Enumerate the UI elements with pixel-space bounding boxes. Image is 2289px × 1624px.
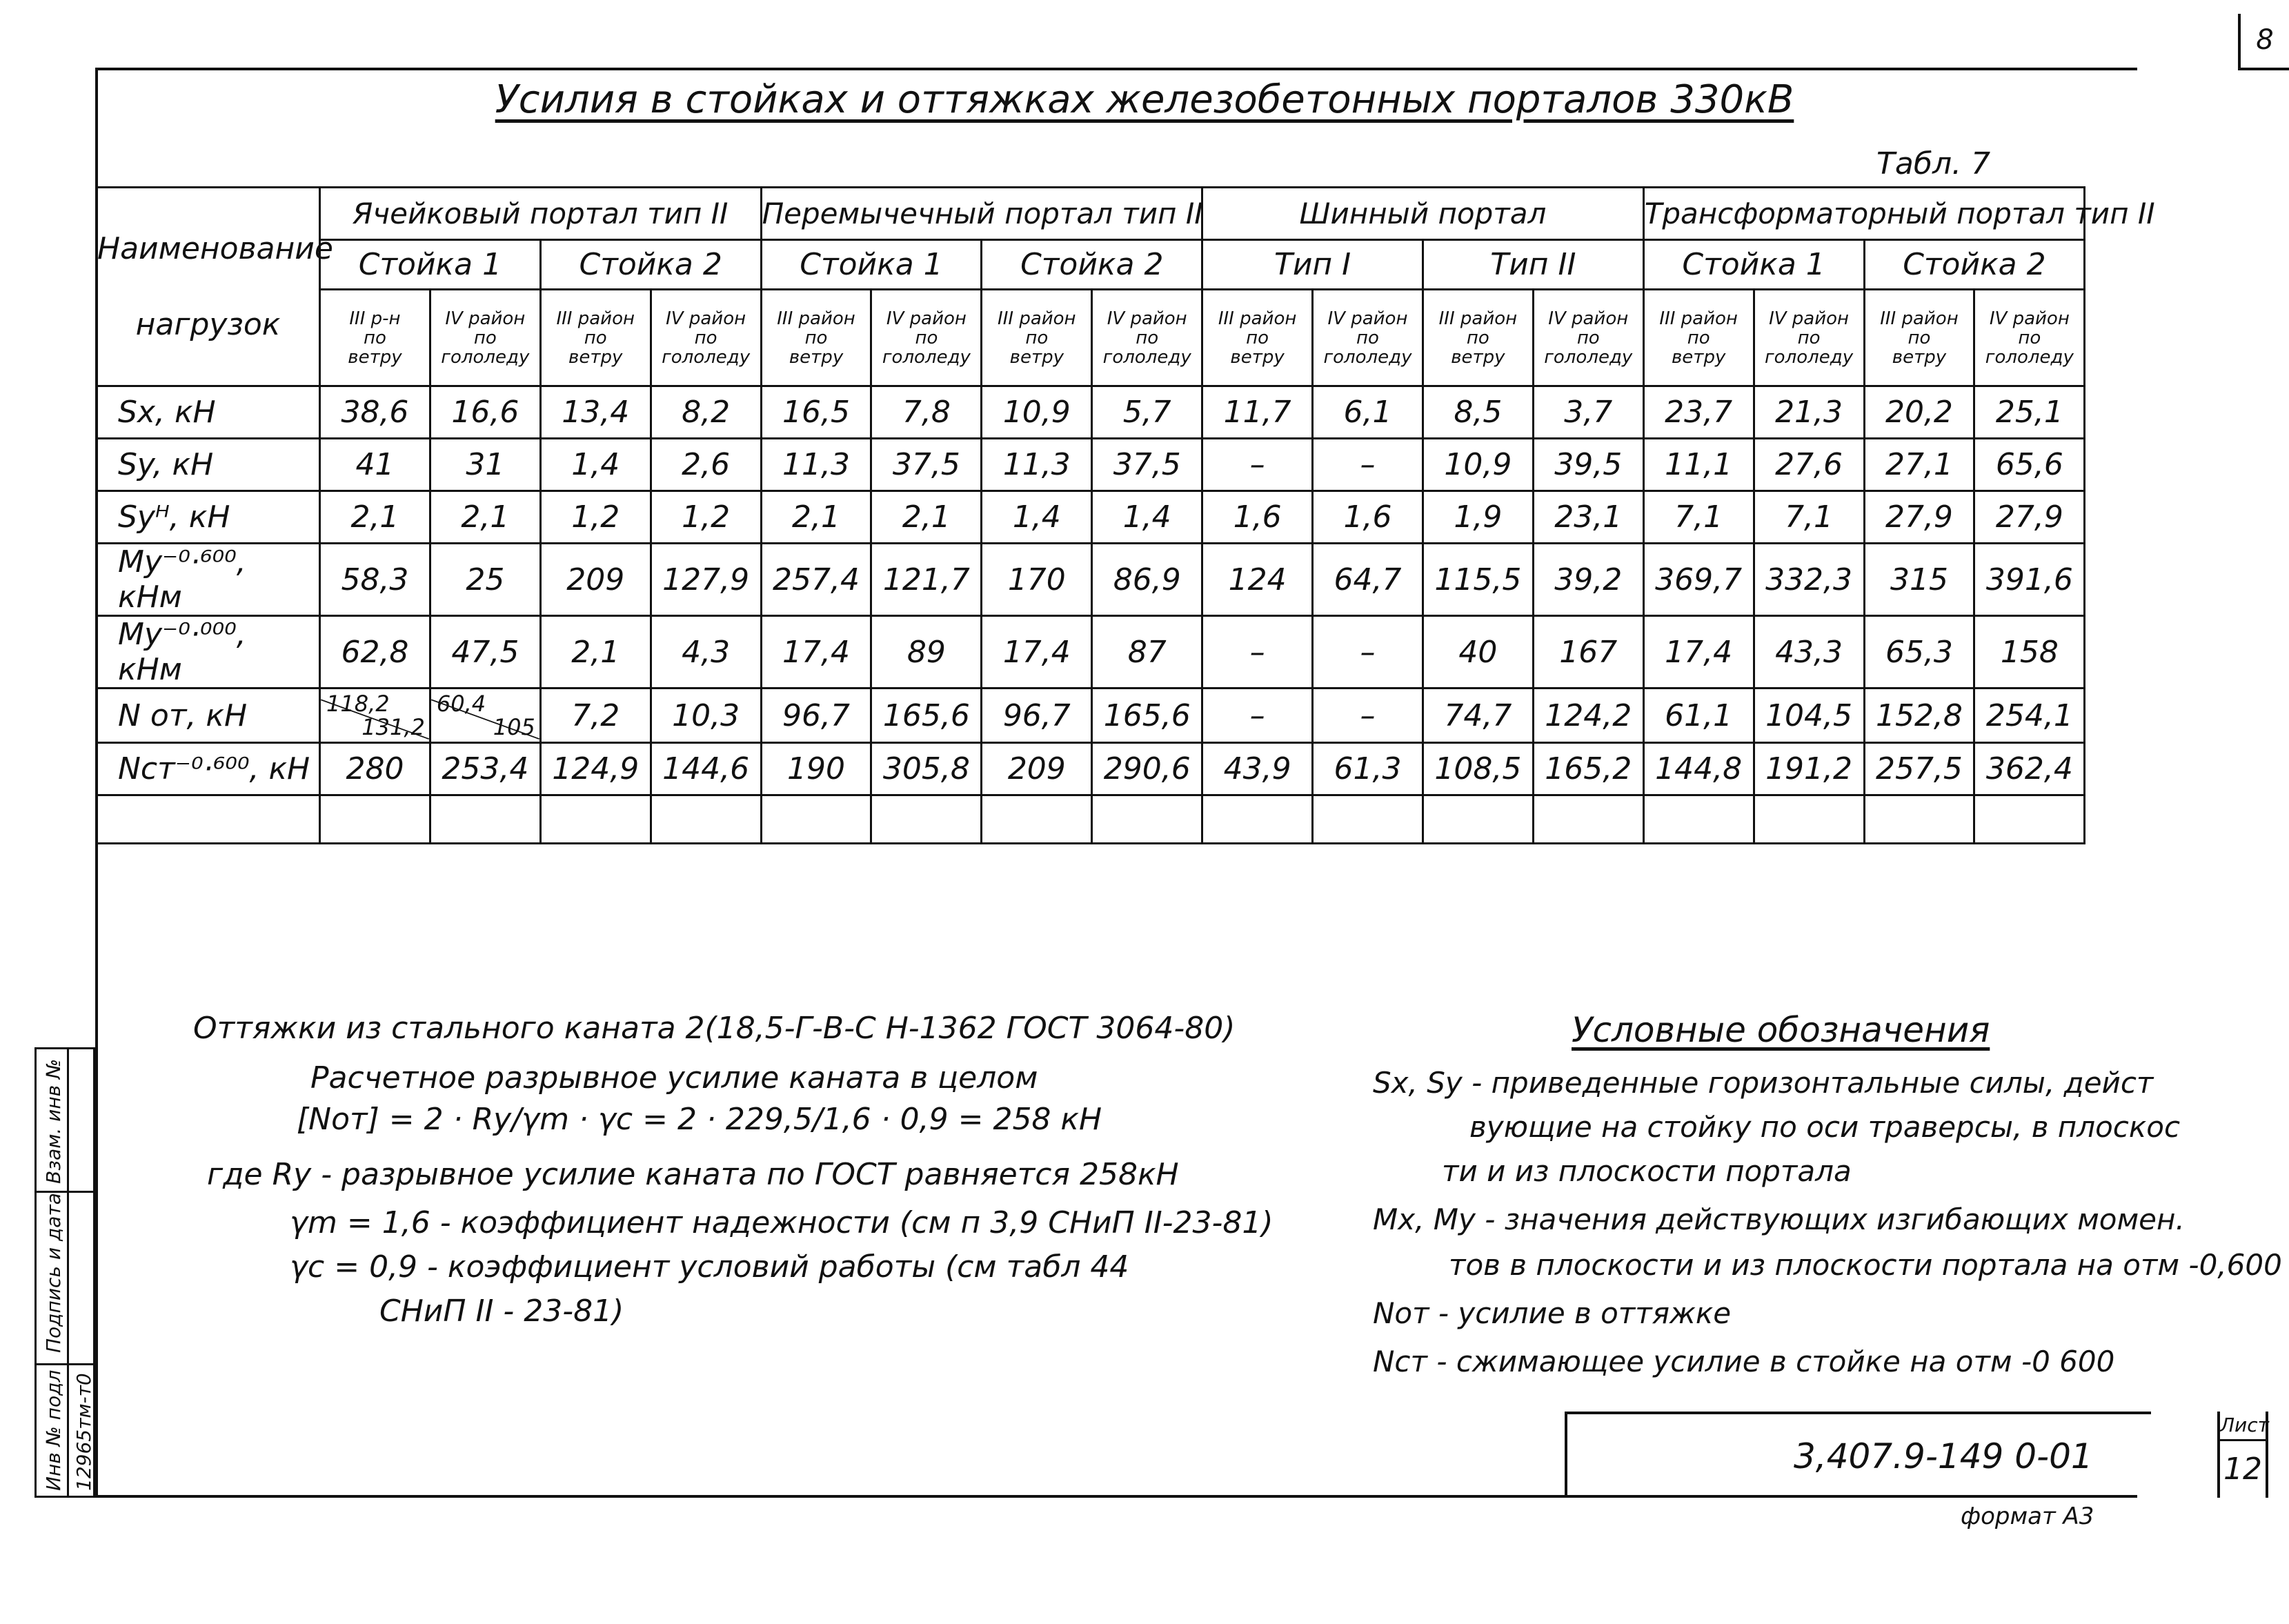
table-cell: 16,5	[761, 386, 871, 439]
table-cell: 4,3	[651, 616, 761, 689]
table-cell: 10,9	[982, 386, 1092, 439]
legend-line: тов в плоскости и из плоскости портала на отм -0,600	[1449, 1248, 2282, 1282]
stand-header: Стойка 2	[982, 240, 1202, 290]
legend-line: Nст - сжимающее усилие в стойке на отм -0 600	[1373, 1345, 2115, 1378]
table-cell: 27,9	[1864, 491, 1974, 544]
empty-cell	[651, 795, 761, 844]
table-cell: 43,3	[1754, 616, 1864, 689]
note-line: СНиП II - 23-81)	[379, 1294, 624, 1329]
condition-header: IV район по гололеду	[651, 290, 761, 386]
table-cell: 2,1	[871, 491, 982, 544]
table-cell: 191,2	[1754, 743, 1864, 795]
table-cell: 41	[320, 439, 430, 491]
condition-header: IV район по гололеду	[1313, 290, 1423, 386]
table-cell: 6,1	[1313, 386, 1423, 439]
empty-cell	[1974, 795, 2085, 844]
table-cell: 3,7	[1533, 386, 1643, 439]
table-cell: 1,9	[1423, 491, 1533, 544]
table-cell: 61,3	[1313, 743, 1423, 795]
table-cell: 25,1	[1974, 386, 2085, 439]
table-cell: 37,5	[1092, 439, 1202, 491]
split-value-bottom: 131,2	[361, 714, 425, 740]
legend-line: ти и из плоскости портала	[1442, 1154, 1852, 1188]
table-cell	[320, 689, 430, 743]
condition-header: IV район по гололеду	[430, 290, 540, 386]
table-cell: 7,1	[1643, 491, 1754, 544]
signature-date-label: Подпись и дата	[42, 1193, 65, 1353]
table-cell: 253,4	[430, 743, 540, 795]
legend-line: вующие на стойку по оси траверсы, в плоскос	[1469, 1110, 2181, 1144]
table-cell: 23,1	[1533, 491, 1643, 544]
table-row	[97, 439, 2085, 491]
empty-cell	[97, 795, 320, 844]
table-cell: 144,8	[1643, 743, 1754, 795]
table-cell: 369,7	[1643, 544, 1754, 616]
table-cell: 257,5	[1864, 743, 1974, 795]
table-cell: 165,2	[1533, 743, 1643, 795]
table-cell: 96,7	[761, 689, 871, 743]
row-label: Nст⁻⁰·⁶⁰⁰, кН	[97, 743, 320, 795]
note-line: γm = 1,6 - коэффициент надежности (см п 3,9 СНиП II-23-81)	[290, 1205, 1274, 1240]
table-row	[97, 544, 2085, 616]
inv-number: 12965тм-т0	[72, 1373, 95, 1491]
table-cell: 5,7	[1092, 386, 1202, 439]
table-cell: 1,4	[540, 439, 651, 491]
row-label: N от, кН	[97, 689, 320, 743]
empty-cell	[1423, 795, 1533, 844]
table-cell: 257,4	[761, 544, 871, 616]
note-line: Оттяжки из стального каната 2(18,5-Г-В-С Н-1362 ГОСТ 3064-80)	[193, 1011, 1236, 1046]
empty-cell	[430, 795, 540, 844]
condition-header: III район по ветру	[540, 290, 651, 386]
table-cell: 1,4	[982, 491, 1092, 544]
row-label: My⁻⁰·⁶⁰⁰, кНм	[97, 544, 320, 616]
table-cell: 27,9	[1974, 491, 2085, 544]
table-cell: –	[1313, 616, 1423, 689]
condition-header: III район по ветру	[982, 290, 1092, 386]
table-cell: 7,2	[540, 689, 651, 743]
table-row	[97, 689, 2085, 743]
note-line: где Ry - разрывное усилие каната по ГОСТ равняется 258кН	[207, 1157, 1179, 1192]
table-cell: 17,4	[982, 616, 1092, 689]
table-cell: –	[1202, 616, 1313, 689]
table-cell: 10,9	[1423, 439, 1533, 491]
table-cell: 64,7	[1313, 544, 1423, 616]
table-cell: 39,2	[1533, 544, 1643, 616]
stand-header: Тип I	[1202, 240, 1423, 290]
table-row	[97, 616, 2085, 689]
table-cell: 165,6	[871, 689, 982, 743]
table-cell: 74,7	[1423, 689, 1533, 743]
table-cell: 10,3	[651, 689, 761, 743]
empty-cell	[761, 795, 871, 844]
table-cell: 62,8	[320, 616, 430, 689]
table-cell: 87	[1092, 616, 1202, 689]
table-cell: 124,9	[540, 743, 651, 795]
table-cell: 165,6	[1092, 689, 1202, 743]
table-cell: 58,3	[320, 544, 430, 616]
table-cell: 127,9	[651, 544, 761, 616]
split-value-bottom: 105	[493, 714, 535, 740]
stand-header: Стойка 2	[540, 240, 761, 290]
split-value-top: 60,4	[436, 691, 486, 717]
condition-header: IV район по гололеду	[1974, 290, 2085, 386]
table-row	[97, 386, 2085, 439]
table-cell: 2,6	[651, 439, 761, 491]
table-cell: 23,7	[1643, 386, 1754, 439]
table-cell: 65,3	[1864, 616, 1974, 689]
table-cell: 158	[1974, 616, 2085, 689]
table-cell: 167	[1533, 616, 1643, 689]
table-cell: 65,6	[1974, 439, 2085, 491]
stand-header: Стойка 1	[761, 240, 982, 290]
table-cell: 8,5	[1423, 386, 1533, 439]
empty-cell	[1643, 795, 1754, 844]
table-cell: 144,6	[651, 743, 761, 795]
empty-cell	[1754, 795, 1864, 844]
replace-inv-label: Взам. инв №	[42, 1058, 65, 1184]
condition-header: IV район по гололеду	[1533, 290, 1643, 386]
table-cell: 305,8	[871, 743, 982, 795]
table-cell: 25	[430, 544, 540, 616]
group-header: Перемычечный портал тип II	[761, 188, 1202, 240]
legend-title: Условные обозначения	[1572, 1010, 1990, 1050]
empty-cell	[1313, 795, 1423, 844]
table-cell: 37,5	[871, 439, 982, 491]
empty-cell	[1092, 795, 1202, 844]
table-cell: 17,4	[761, 616, 871, 689]
table-cell: 31	[430, 439, 540, 491]
table-cell: 2,1	[430, 491, 540, 544]
table-cell: 11,1	[1643, 439, 1754, 491]
table-cell: 2,1	[761, 491, 871, 544]
empty-cell	[982, 795, 1092, 844]
sheet-label: Лист	[2220, 1412, 2266, 1441]
table-cell: 17,4	[1643, 616, 1754, 689]
table-cell: 1,2	[540, 491, 651, 544]
table-cell: –	[1202, 439, 1313, 491]
table-cell: 40	[1423, 616, 1533, 689]
table-cell: 13,4	[540, 386, 651, 439]
table-cell: 11,3	[761, 439, 871, 491]
table-cell	[430, 689, 540, 743]
table-cell: 124	[1202, 544, 1313, 616]
table-cell: 96,7	[982, 689, 1092, 743]
table-label: Табл. 7	[1876, 146, 1991, 181]
page-title: Усилия в стойках и оттяжках железобетонных порталов 330кВ	[495, 77, 1794, 122]
table-cell: 20,2	[1864, 386, 1974, 439]
table-cell: 152,8	[1864, 689, 1974, 743]
table-cell: 11,7	[1202, 386, 1313, 439]
empty-cell	[1202, 795, 1313, 844]
condition-header: IV район по гололеду	[1092, 290, 1202, 386]
sheet-box	[2217, 1412, 2268, 1498]
empty-cell	[871, 795, 982, 844]
condition-header: IV район по гололеду	[871, 290, 982, 386]
stand-header: Тип II	[1423, 240, 1643, 290]
table-cell: 280	[320, 743, 430, 795]
document-number: 3,407.9-149 0-01	[1794, 1436, 2093, 1476]
table-cell: 1,6	[1313, 491, 1423, 544]
condition-header: III район по ветру	[761, 290, 871, 386]
table-cell: 27,1	[1864, 439, 1974, 491]
group-header: Шинный портал	[1202, 188, 1644, 240]
table-cell: 332,3	[1754, 544, 1864, 616]
side-stamp	[34, 1047, 95, 1498]
row-label: Sx, кН	[97, 386, 320, 439]
table-cell: 104,5	[1754, 689, 1864, 743]
table-cell: 86,9	[1092, 544, 1202, 616]
forces-table	[95, 186, 2155, 844]
empty-cell	[540, 795, 651, 844]
corner-mark: 8	[2238, 14, 2289, 70]
row-label: Syᴴ, кН	[97, 491, 320, 544]
table-cell: 16,6	[430, 386, 540, 439]
table-cell: 1,6	[1202, 491, 1313, 544]
row-label: Sy, кН	[97, 439, 320, 491]
table-cell: 8,2	[651, 386, 761, 439]
empty-cell	[1864, 795, 1974, 844]
table-cell: 209	[540, 544, 651, 616]
table-cell: 47,5	[430, 616, 540, 689]
table-cell: –	[1202, 689, 1313, 743]
table-cell: 391,6	[1974, 544, 2085, 616]
empty-cell	[320, 795, 430, 844]
table-cell: 108,5	[1423, 743, 1533, 795]
table-cell: 190	[761, 743, 871, 795]
table-cell: 38,6	[320, 386, 430, 439]
row-label: My⁻⁰·⁰⁰⁰, кНм	[97, 616, 320, 689]
condition-header: III район по ветру	[1864, 290, 1974, 386]
name-header: Наименование нагрузок	[97, 188, 320, 386]
table-cell: 7,1	[1754, 491, 1864, 544]
table-cell: 115,5	[1423, 544, 1533, 616]
table-cell: 1,2	[651, 491, 761, 544]
group-header: Трансформаторный портал тип II	[1643, 188, 2085, 240]
table-cell: 170	[982, 544, 1092, 616]
inv-no-label: Инв № подл	[42, 1369, 65, 1491]
note-line: γc = 0,9 - коэффициент условий работы (см табл 44	[290, 1249, 1129, 1285]
note-line: Расчетное разрывное усилие каната в целом	[310, 1060, 1038, 1096]
table-cell: 362,4	[1974, 743, 2085, 795]
table-cell: 39,5	[1533, 439, 1643, 491]
stand-header: Стойка 1	[1643, 240, 1864, 290]
table-row	[97, 491, 2085, 544]
table-cell: 2,1	[320, 491, 430, 544]
table-cell: 27,6	[1754, 439, 1864, 491]
formula-line: [Nот] = 2 · Ry/γm · γc = 2 · 229,5/1,6 · 0,9 = 258 кН	[297, 1102, 1102, 1137]
table-cell: 254,1	[1974, 689, 2085, 743]
table-cell: 7,8	[871, 386, 982, 439]
empty-cell	[1533, 795, 1643, 844]
table-cell: 1,4	[1092, 491, 1202, 544]
condition-header: III район по ветру	[1643, 290, 1754, 386]
condition-header: III р-н по ветру	[320, 290, 430, 386]
table-cell: 21,3	[1754, 386, 1864, 439]
condition-header: IV район по гололеду	[1754, 290, 1864, 386]
table-cell: 209	[982, 743, 1092, 795]
legend-line: Sx, Sy - приведенные горизонтальные силы, дейст	[1373, 1066, 2154, 1100]
condition-header: III район по ветру	[1202, 290, 1313, 386]
legend-line: Mx, My - значения действующих изгибающих момен.	[1373, 1202, 2185, 1236]
format-label: формат А3	[1961, 1503, 2094, 1530]
table-cell: 290,6	[1092, 743, 1202, 795]
table-row	[97, 743, 2085, 795]
split-value-top: 118,2	[326, 691, 390, 717]
table-cell: 121,7	[871, 544, 982, 616]
stand-header: Стойка 1	[320, 240, 541, 290]
table-cell: 315	[1864, 544, 1974, 616]
stand-header: Стойка 2	[1864, 240, 2085, 290]
table-cell: 89	[871, 616, 982, 689]
table-cell: 61,1	[1643, 689, 1754, 743]
table-cell: –	[1313, 439, 1423, 491]
group-header: Ячейковый портал тип II	[320, 188, 762, 240]
sheet-number: 12	[2223, 1452, 2262, 1487]
legend-line: Nот - усилие в оттяжке	[1373, 1296, 1732, 1330]
table-cell: 124,2	[1533, 689, 1643, 743]
table-cell: 43,9	[1202, 743, 1313, 795]
table-cell: 11,3	[982, 439, 1092, 491]
table-cell: –	[1313, 689, 1423, 743]
table-cell: 2,1	[540, 616, 651, 689]
condition-header: III район по ветру	[1423, 290, 1533, 386]
empty-row	[97, 795, 2085, 844]
